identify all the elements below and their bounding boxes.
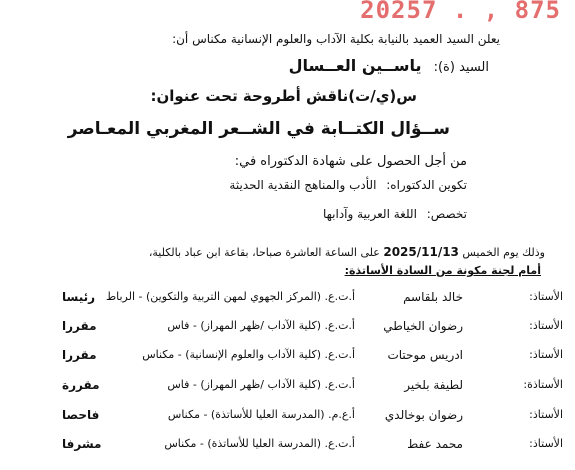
date-line: [149, 245, 545, 259]
committee-row: [0, 437, 575, 459]
committee-row: [0, 408, 575, 430]
member-label: الأستاذ:: [529, 408, 563, 421]
member-label: الأستاذ:: [529, 348, 563, 361]
member-role: رئيسا: [62, 290, 96, 304]
committee-heading: أمام لجنة مكونة من السادة الأساتذة:: [344, 264, 541, 277]
member-role: مقررة: [62, 378, 100, 392]
specialty-value: اللغة العربية وآدابها: [322, 207, 417, 221]
member-label: الأستاذ:: [529, 319, 563, 332]
specialty-line: [323, 207, 467, 221]
member-name: رضوان بوخالدي: [384, 408, 463, 422]
committee-row: [0, 378, 575, 400]
member-name: لطيفة بلخير: [404, 378, 463, 392]
thesis-title: ســؤال الكتــابة في الشــعر المغربي المعـاصر: [67, 119, 450, 139]
member-label: الأستاذ:: [529, 290, 563, 303]
degree-purpose: من أجل الحصول على شهادة الدكتوراه في:: [234, 154, 467, 169]
member-affiliation: أ.ت.ع. (المدرسة العليا للأساتذة) - مكناس: [164, 437, 355, 450]
discussion-line: س(ي/ت)ناقش أطروحة تحت عنوان:: [150, 87, 417, 105]
name-prefix: السيد (ة):: [433, 60, 489, 75]
program-label: تكوين الدكتوراه:: [386, 178, 467, 192]
defense-date: 2025/11/13: [383, 245, 459, 259]
member-name: خالد بلقاسم: [403, 290, 463, 304]
date-prefix: وذلك يوم الخميس: [462, 246, 545, 259]
member-role: مشرفا: [62, 437, 102, 451]
member-name: محمد عفط: [407, 437, 463, 451]
candidate-line: [289, 56, 489, 75]
member-role: فاحصا: [62, 408, 100, 422]
member-name: ادريس موحتات: [387, 348, 463, 362]
committee-row: [0, 290, 575, 312]
committee-row: [0, 348, 575, 370]
member-affiliation: أ.ت.ع. (كلية الآداب /ظهر المهراز) - فاس: [167, 319, 355, 332]
member-name: رضوان الخياطي: [383, 319, 463, 333]
member-affiliation: أ.ع.م. (المدرسة العليا للأساتذة) - مكناس: [167, 408, 355, 421]
member-affiliation: أ.ت.ع. (كلية الآداب /ظهر المهراز) - فاس: [167, 378, 355, 391]
member-label: الأستاذة:: [523, 378, 563, 391]
date-suffix: على الساعة العاشرة صباحا، بقاعة ابن عباد بالكلية،: [148, 246, 380, 259]
member-label: الأستاذ:: [529, 437, 563, 450]
program-value: الأدب والمناهج النقدية الحديثة: [229, 178, 377, 192]
announcement-intro: يعلن السيد العميد بالنيابة بكلية الآداب والعلوم الإنسانية مكناس أن:: [172, 32, 500, 46]
reference-number-stamp: 20257 . , 875: [360, 0, 561, 24]
candidate-name: ياســين العــسال: [288, 56, 422, 75]
specialty-label: تخصص:: [426, 207, 467, 221]
member-role: مقررا: [62, 348, 97, 362]
member-affiliation: أ.ت.ع. (المركز الجهوي لمهن التربية والتكوين) - الرباط: [105, 290, 355, 303]
member-role: مقررا: [62, 319, 97, 333]
member-affiliation: أ.ت.ع. (كلية الآداب والعلوم الإنسانية) - مكناس: [142, 348, 355, 361]
doctoral-program-line: [229, 178, 467, 192]
committee-row: [0, 319, 575, 341]
